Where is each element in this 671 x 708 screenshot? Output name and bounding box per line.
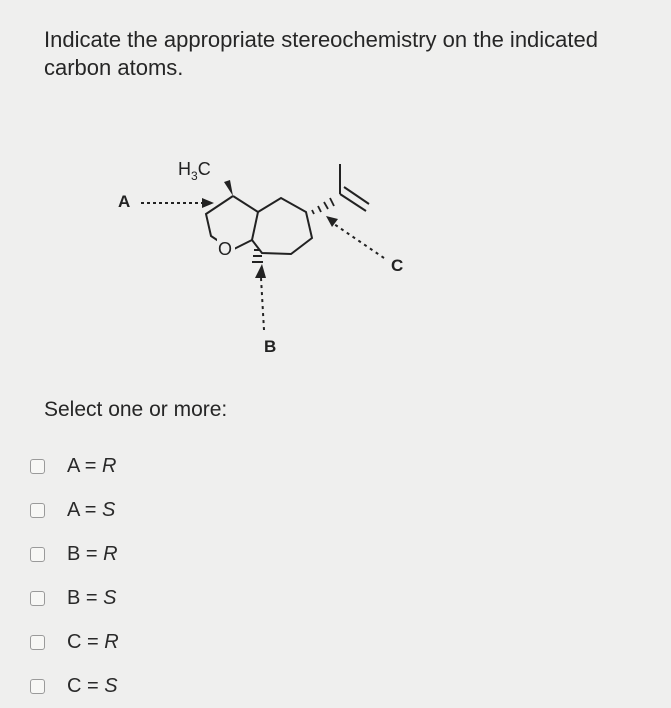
checkbox[interactable] <box>30 503 45 518</box>
option-label: B = S <box>67 586 117 609</box>
question-text: Indicate the appropriate stereochemistry on the indicated carbon atoms. <box>44 27 598 80</box>
isopropenyl-double-1 <box>340 194 366 211</box>
oxygen-atom: O <box>218 239 233 259</box>
checkbox[interactable] <box>30 679 45 694</box>
option-label: C = R <box>67 630 119 653</box>
checkbox[interactable] <box>30 635 45 650</box>
checkbox[interactable] <box>30 459 45 474</box>
label-c: C <box>391 256 404 275</box>
cyclohexane-ring <box>252 198 312 254</box>
option-label: A = R <box>67 454 117 477</box>
wedge-bond-methyl <box>224 180 233 196</box>
option-label: A = S <box>67 498 116 521</box>
option-label: B = R <box>67 542 118 565</box>
option-c-s[interactable] <box>30 664 119 708</box>
option-a-r[interactable] <box>30 444 119 488</box>
hash-bond-c <box>312 198 334 214</box>
option-a-s[interactable] <box>30 488 119 532</box>
methyl-label: $H_3C$ <box>178 159 211 183</box>
option-c-r[interactable] <box>30 620 119 664</box>
arrow-b-line <box>261 278 264 330</box>
checkbox[interactable] <box>30 547 45 562</box>
option-b-r[interactable] <box>30 532 119 576</box>
label-b: B <box>264 337 277 356</box>
isopropenyl-double-2 <box>344 187 369 204</box>
arrow-c-line <box>334 224 384 258</box>
answer-options <box>30 444 119 708</box>
select-prompt: Select one or more: <box>44 398 228 421</box>
arrow-b-head <box>255 264 266 278</box>
option-label: C = S <box>67 674 118 697</box>
option-b-s[interactable] <box>30 576 119 620</box>
checkbox[interactable] <box>30 591 45 606</box>
arrow-a-head <box>202 198 214 208</box>
label-a: A <box>118 192 131 211</box>
